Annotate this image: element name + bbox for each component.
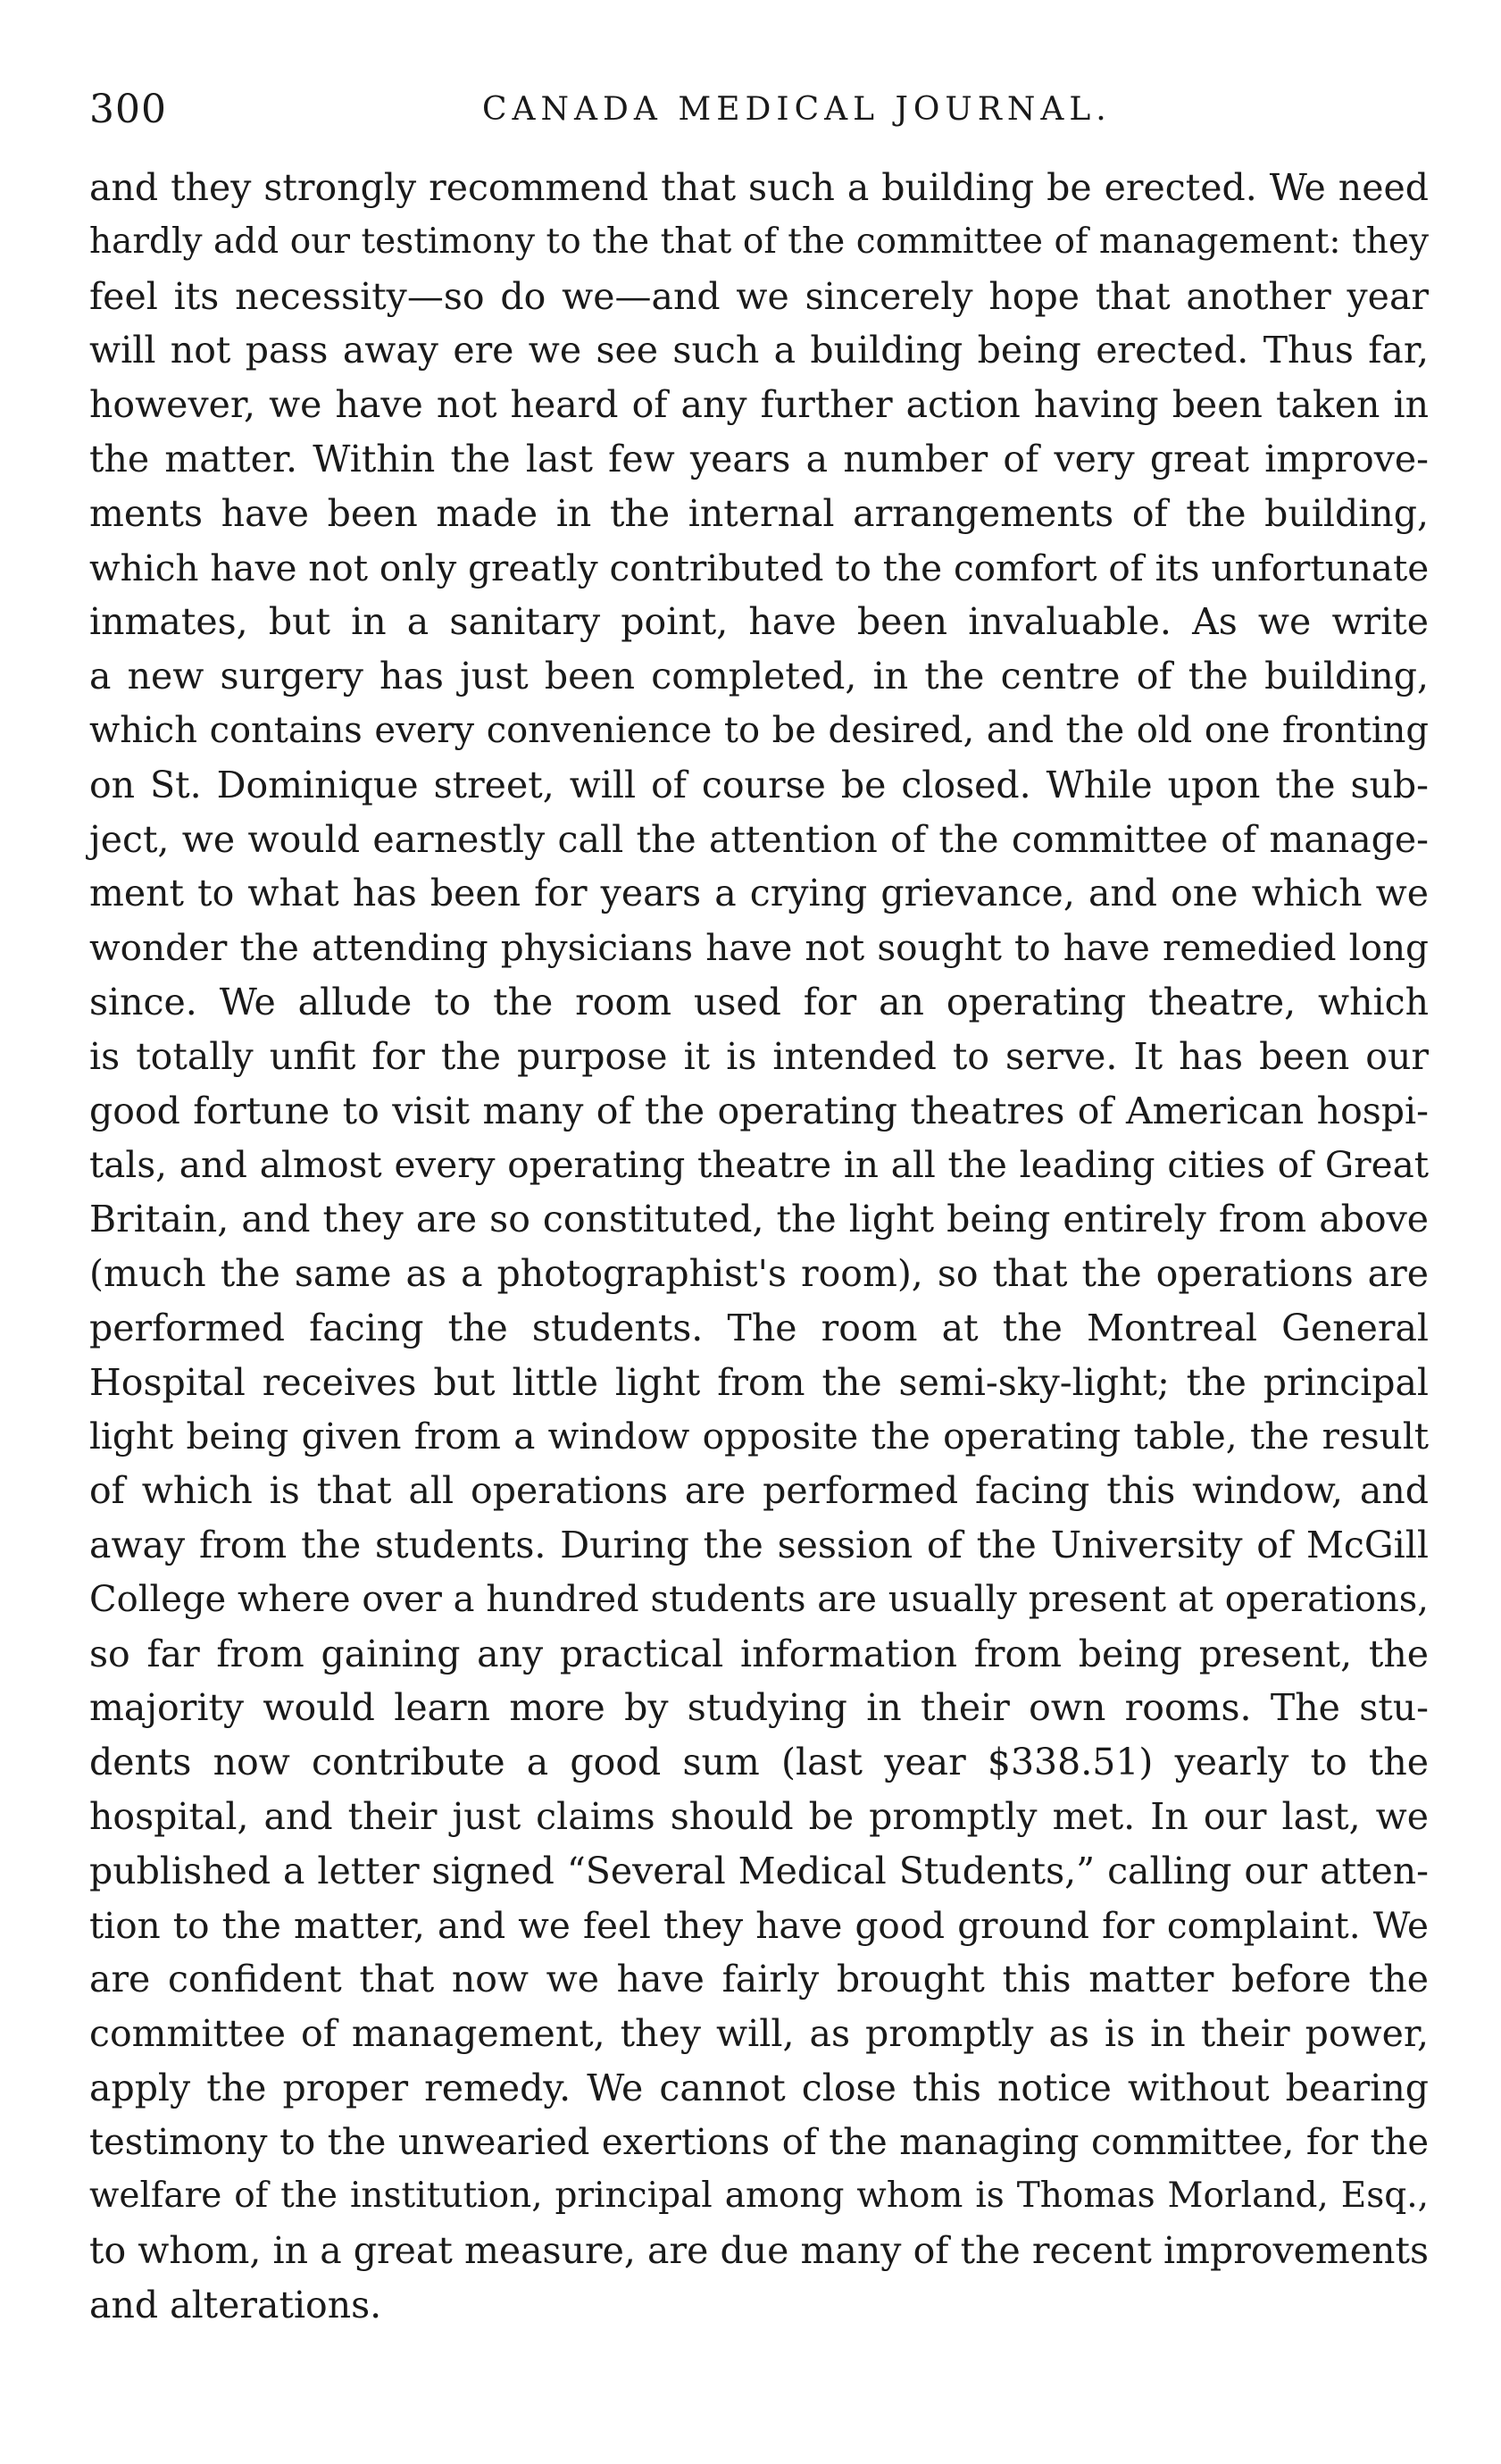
text-line: College where over a hundred students are usually present at operations, xyxy=(89,1578,1429,1620)
page-number: 300 xyxy=(89,87,167,132)
text-line: published a letter signed “Several Medical Students,” calling our atten- xyxy=(89,1849,1429,1892)
running-title: CANADA MEDICAL JOURNAL. xyxy=(482,91,1112,128)
text-line: will not pass away ere we see such a building being erected. Thus far, xyxy=(89,329,1429,372)
text-line: and alterations. xyxy=(89,2284,382,2327)
body-text xyxy=(89,161,1429,2333)
text-line: ments have been made in the internal arrangements of the building, xyxy=(89,491,1429,535)
text-line: Hospital receives but little light from the semi-sky-light; the principal xyxy=(89,1360,1429,1404)
text-line: committee of management, they will, as promptly as is in their power, xyxy=(89,2012,1429,2056)
text-line: tals, and almost every operating theatre in all the leading cities of Great xyxy=(89,1143,1429,1187)
text-line: (much the same as a photographist's room), so that the operations are xyxy=(89,1251,1429,1295)
text-line: to whom, in a great measure, are due many of the recent improvements xyxy=(89,2229,1429,2273)
text-line: which have not only greatly contributed to the comfort of its unfortunate xyxy=(89,546,1430,589)
text-line: feel its necessity—so do we—and we sincerely hope that another year xyxy=(89,274,1429,318)
text-line: since. We allude to the room used for an operating theatre, which xyxy=(89,980,1429,1023)
text-line: testimony to the unwearied exertions of the managing committee, for the xyxy=(89,2121,1429,2163)
text-line: light being given from a window opposite the operating table, the result xyxy=(89,1415,1429,1458)
text-line: tion to the matter, and we feel they have good ground for complaint. We xyxy=(89,1903,1429,1947)
text-line: of which is that all operations are performed facing this window, and xyxy=(89,1469,1429,1513)
text-line: on St. Dominique street, will of course be closed. While upon the sub- xyxy=(89,763,1429,806)
text-line: a new surgery has just been completed, in the centre of the building, xyxy=(89,655,1429,698)
text-line: and they strongly recommend that such a building be erected. We need xyxy=(89,166,1429,209)
text-line: is totally unfit for the purpose it is intended to serve. It has been our xyxy=(89,1034,1429,1078)
text-line: which contains every convenience to be desired, and the old one fronting xyxy=(89,709,1429,751)
text-line: Britain, and they are so constituted, the light being entirely from above xyxy=(89,1198,1429,1241)
text-line: ment to what has been for years a crying grievance, and one which we xyxy=(89,872,1429,915)
text-line: away from the students. During the session of the University of McGill xyxy=(89,1523,1429,1566)
text-line: welfare of the institution, principal among whom is Thomas Morland, Esq., xyxy=(89,2176,1429,2217)
text-line: are confident that now we have fairly brought this matter before the xyxy=(89,1958,1429,2001)
text-line: apply the proper remedy. We cannot close this notice without bearing xyxy=(89,2066,1429,2109)
text-line: the matter. Within the last few years a number of very great improve- xyxy=(89,437,1429,480)
text-line: hardly add our testimony to the that of the committee of management: they xyxy=(89,221,1429,262)
text-line: hospital, and their just claims should be promptly met. In our last, we xyxy=(89,1794,1429,1838)
text-line: dents now contribute a good sum (last year $338.51) yearly to the xyxy=(89,1741,1429,1784)
text-line: majority would learn more by studying in their own rooms. The stu- xyxy=(89,1686,1429,1730)
text-line: good fortune to visit many of the operating theatres of American hospi- xyxy=(89,1089,1429,1132)
text-line: so far from gaining any practical information from being present, the xyxy=(89,1632,1429,1675)
text-line: performed facing the students. The room at the Montreal General xyxy=(89,1306,1429,1349)
text-line: ject, we would earnestly call the attention of the committee of manage- xyxy=(89,817,1429,861)
page-header xyxy=(89,79,1429,141)
text-line: however, we have not heard of any further action having been taken in xyxy=(89,383,1429,427)
text-line: wonder the attending physicians have not sought to have remedied long xyxy=(89,926,1429,970)
text-line: inmates, but in a sanitary point, have been invaluable. As we write xyxy=(89,600,1429,644)
